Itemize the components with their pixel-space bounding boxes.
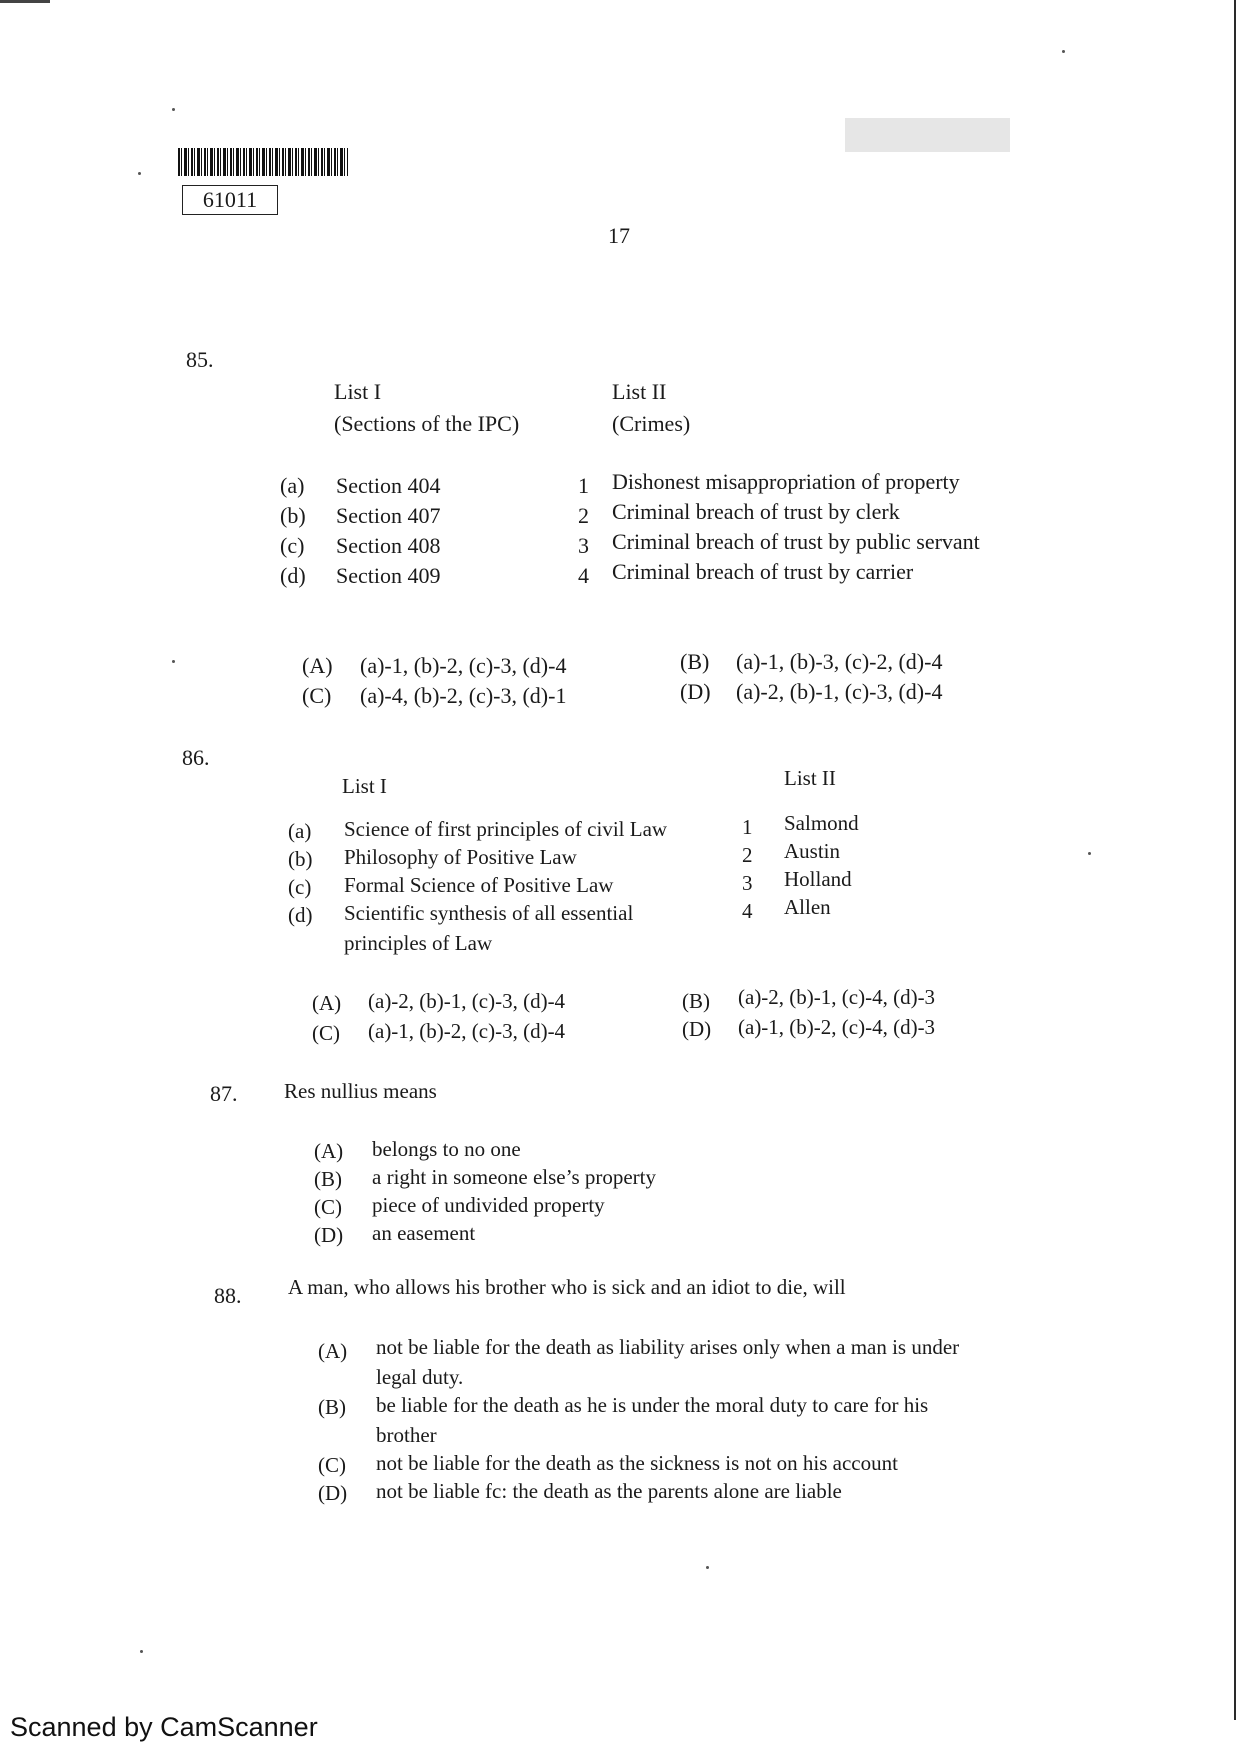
scan-speck <box>1088 852 1091 855</box>
q86-row-match: Austin <box>784 839 841 863</box>
page-number: 17 <box>608 223 630 248</box>
question-88-number: 88. <box>214 1283 242 1308</box>
q86-row-item-continued: principles of Law <box>344 931 493 955</box>
option-label: (D) <box>682 1017 712 1041</box>
q86-row-item: Formal Science of Positive Law <box>344 873 614 897</box>
option-label: (B) <box>318 1395 346 1419</box>
q85-list2-subheading: (Crimes) <box>612 411 691 436</box>
option-a-text-continued: legal duty. <box>376 1365 464 1389</box>
question-87-number: 87. <box>210 1081 238 1106</box>
q86-row-item: Science of first principles of civil Law <box>344 817 668 841</box>
q86-row-num: 3 <box>742 871 753 895</box>
q85-list1-subheading: (Sections of the IPC) <box>334 411 520 436</box>
option-label: (C) <box>314 1195 342 1219</box>
q86-row-match: Holland <box>784 867 852 891</box>
scan-speck <box>706 1566 709 1569</box>
option-b-text[interactable]: a right in someone else’s property <box>372 1165 657 1189</box>
faint-stamp <box>845 118 1010 152</box>
q86-row-item: Philosophy of Positive Law <box>344 845 577 869</box>
option-label: (A) <box>314 1139 344 1163</box>
q85-row-item: Section 408 <box>336 533 441 558</box>
scanner-watermark: Scanned by CamScanner <box>10 1712 318 1742</box>
q86-row-match: Salmond <box>784 811 859 835</box>
q85-row-match: Dishonest misappropriation of property <box>612 469 960 494</box>
option-label: (D) <box>314 1223 344 1247</box>
q86-row-label: (c) <box>288 875 312 899</box>
q85-row-num: 4 <box>578 563 589 588</box>
q86-row-label: (d) <box>288 903 313 927</box>
scan-edge-line <box>1234 0 1236 1720</box>
q86-row-match: Allen <box>784 895 831 919</box>
option-d-text[interactable]: (a)-1, (b)-2, (c)-4, (d)-3 <box>738 1015 936 1039</box>
exam-code: 61011 <box>182 185 278 215</box>
option-a-text[interactable]: belongs to no one <box>372 1137 521 1161</box>
option-c-text[interactable]: piece of undivided property <box>372 1193 605 1217</box>
q85-row-num: 3 <box>578 533 589 558</box>
q85-row-label: (c) <box>280 533 305 558</box>
q85-row-match: Criminal breach of trust by public servant <box>612 529 980 554</box>
option-label: (A) <box>302 653 333 678</box>
option-d-text[interactable]: an easement <box>372 1221 476 1245</box>
scan-speck <box>172 660 175 663</box>
scan-speck <box>172 108 175 111</box>
q85-row-num: 2 <box>578 503 589 528</box>
q86-row-item: Scientific synthesis of all essential <box>344 901 634 925</box>
scan-speck <box>138 172 141 175</box>
question-85-number: 85. <box>186 347 214 372</box>
q86-row-label: (b) <box>288 847 313 871</box>
option-c-text[interactable]: not be liable for the death as the sickness is not on his account <box>376 1451 898 1475</box>
option-label: (D) <box>680 679 711 704</box>
option-label: (A) <box>318 1339 348 1363</box>
option-b-text[interactable]: (a)-2, (b)-1, (c)-4, (d)-3 <box>738 985 936 1009</box>
q86-row-label: (a) <box>288 819 312 843</box>
option-d-text[interactable]: not be liable fc: the death as the parents alone are liable <box>376 1479 842 1503</box>
q86-row-num: 1 <box>742 815 753 839</box>
option-b-text[interactable]: be liable for the death as he is under the moral duty to care for his <box>376 1393 929 1417</box>
q85-row-label: (b) <box>280 503 306 528</box>
q85-row-match: Criminal breach of trust by carrier <box>612 559 914 584</box>
option-d-text[interactable]: (a)-2, (b)-1, (c)-3, (d)-4 <box>736 679 943 704</box>
q86-row-num: 4 <box>742 899 753 923</box>
q85-row-item: Section 407 <box>336 503 441 528</box>
option-label: (C) <box>318 1453 346 1477</box>
option-c-text[interactable]: (a)-4, (b)-2, (c)-3, (d)-1 <box>360 683 567 708</box>
q85-row-label: (d) <box>280 563 306 588</box>
option-b-text[interactable]: (a)-1, (b)-3, (c)-2, (d)-4 <box>736 649 943 674</box>
q86-row-num: 2 <box>742 843 753 867</box>
option-b-text-continued: brother <box>376 1423 437 1447</box>
q85-row-label: (a) <box>280 473 305 498</box>
question-88-stem: A man, who allows his brother who is sick and an idiot to die, will <box>288 1275 846 1299</box>
q86-list1-heading: List I <box>342 774 387 798</box>
option-a-text[interactable]: (a)-2, (b)-1, (c)-3, (d)-4 <box>368 989 566 1013</box>
q85-row-item: Section 409 <box>336 563 441 588</box>
option-label: (D) <box>318 1481 348 1505</box>
q86-list2-heading: List II <box>784 766 836 790</box>
scan-corner-mark <box>0 0 50 3</box>
q85-row-match: Criminal breach of trust by clerk <box>612 499 900 524</box>
barcode <box>178 148 348 176</box>
option-c-text[interactable]: (a)-1, (b)-2, (c)-3, (d)-4 <box>368 1019 566 1043</box>
scan-speck <box>140 1650 143 1653</box>
option-a-text[interactable]: (a)-1, (b)-2, (c)-3, (d)-4 <box>360 653 567 678</box>
q85-list2-heading: List II <box>612 379 667 404</box>
option-label: (B) <box>682 989 710 1013</box>
q85-row-num: 1 <box>578 473 589 498</box>
question-87-stem: Res nullius means <box>284 1079 437 1103</box>
q85-row-item: Section 404 <box>336 473 441 498</box>
option-label: (B) <box>314 1167 342 1191</box>
question-86-number: 86. <box>182 745 210 770</box>
option-label: (C) <box>302 683 332 708</box>
scan-speck <box>1062 50 1065 53</box>
option-a-text[interactable]: not be liable for the death as liability arises only when a man is under <box>376 1335 960 1359</box>
option-label: (C) <box>312 1021 340 1045</box>
option-label: (A) <box>312 991 342 1015</box>
option-label: (B) <box>680 649 710 674</box>
q85-list1-heading: List I <box>334 379 382 404</box>
